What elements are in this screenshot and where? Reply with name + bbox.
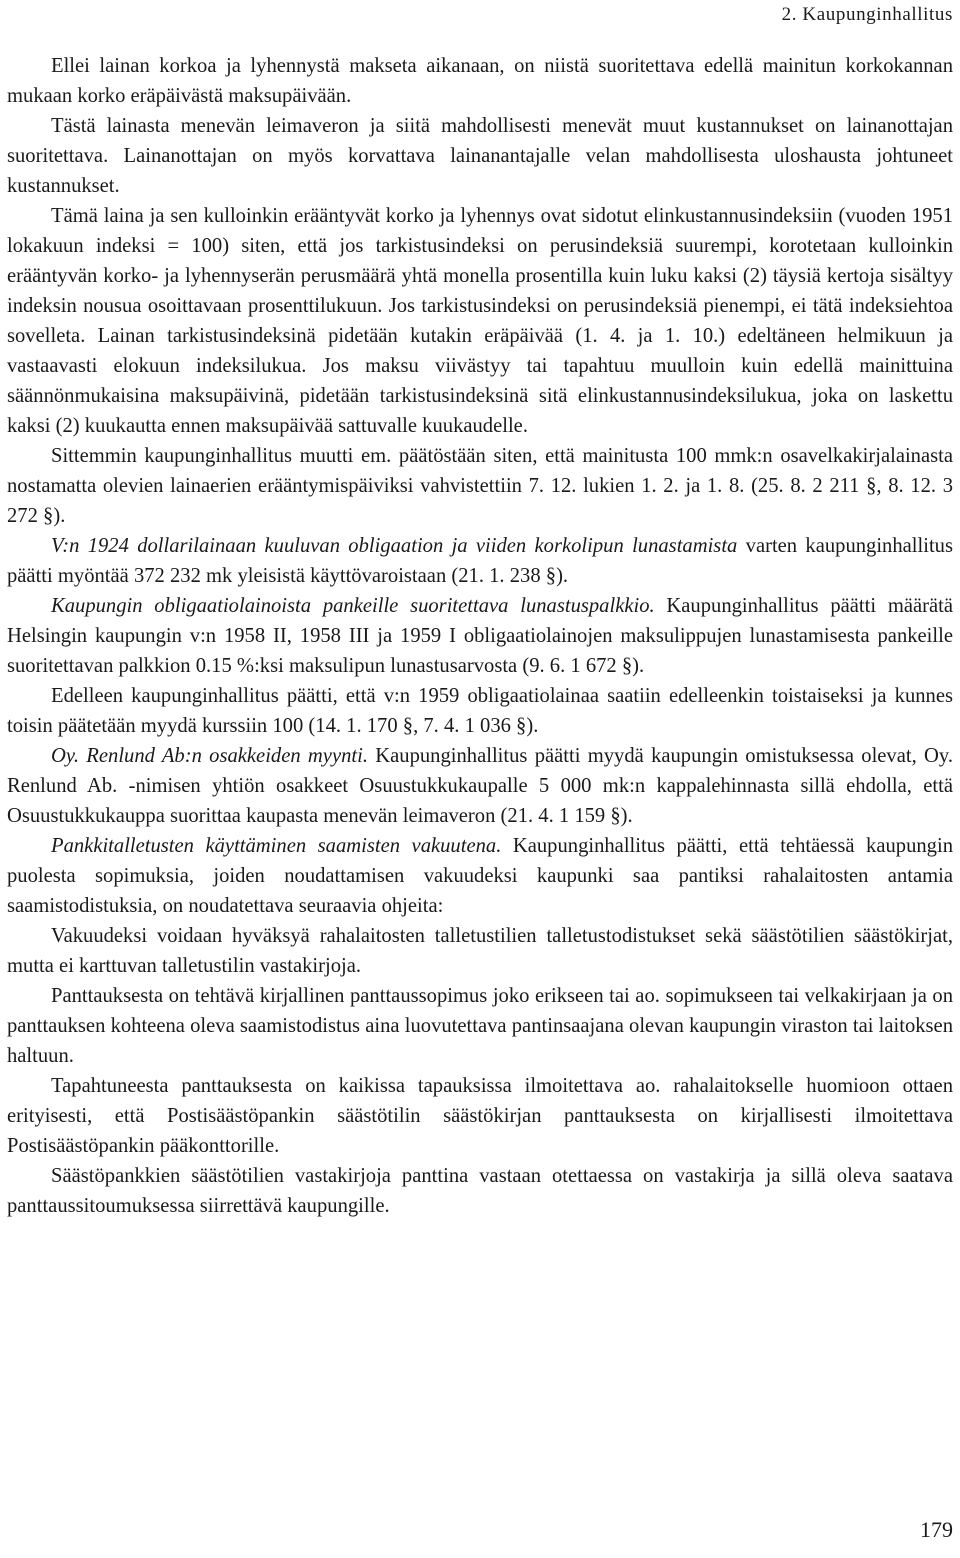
paragraph-text: Säästöpankkien säästötilien vastakirjoja panttina vastaan otettaessa on vastakirja ja sillä oleva saatava panttaussitoumuksessa siirrettävä kaupungille. (7, 1165, 953, 1217)
paragraph-stamp-duty-costs (7, 111, 953, 201)
paragraph-text: Kaupunginhallitus päätti myydä kaupungin omistuksessa olevat, Oy. Renlund Ab. -nimisen yhtiön osakkeet Osuustukkukaupalle 5 000 mk:n kappalehinnasta sillä ehdolla, että Osuustukkukauppa suorittaa kaupasta menevän leimaveron (21. 4. 1 159 §). (7, 745, 953, 827)
body-text (7, 51, 953, 1221)
paragraph-text: Kaupunginhallitus päätti määrätä Helsingin kaupungin v:n 1958 II, 1958 III ja 1959 I obligaatiolainojen maksulippujen lunastamisesta pankeille suoritettavan palkkion 0.15 %:ksi maksulipun lunastusarvosta (9. 6. 1 672 §). (7, 595, 954, 677)
paragraph-pledge-agreement (7, 981, 953, 1071)
paragraph-text: Edelleen kaupunginhallitus päätti, että v:n 1959 obligaatiolainaa saatiin edelleenkin toistaiseksi ja kunnes toisin päätetään myydä kurssiin 100 (14. 1. 170 §, 7. 4. 1 036 §). (7, 685, 953, 737)
paragraph-acceptable-collateral (7, 921, 953, 981)
page-number: 179 (920, 1517, 953, 1542)
paragraph-dollar-loan-redemption (7, 531, 953, 591)
paragraph-pledge-notification (7, 1071, 953, 1161)
paragraph-bank-redemption-fee (7, 591, 953, 681)
section-heading: V:n 1924 dollarilainaan kuuluvan obligaation ja viiden korkolipun lunastamista (51, 535, 738, 557)
paragraph-decision-change (7, 441, 953, 531)
paragraph-late-payment-interest (7, 51, 953, 111)
paragraph-savings-bank-counterbooks (7, 1161, 953, 1221)
paragraph-bond-sale-rate (7, 681, 953, 741)
paragraph-text: Tästä lainasta menevän leimaveron ja siitä mahdollisesti menevät muut kustannukset on lainanottajan suoritettava. Lainanottajan on myös korvattava lainanantajalle velan mahdollisesta uloshausta johtuneet kustannukset. (7, 115, 953, 197)
section-heading: Kaupungin obligaatiolainoista pankeille suoritettava lunastuspalkkio. (51, 595, 655, 617)
paragraph-renlund-shares (7, 741, 953, 831)
paragraph-text: Kaupunginhallitus päätti, että tehtäessä kaupungin puolesta sopimuksia, joiden noudattamisen vakuudeksi kaupunki saa pantiksi rahalaitosten antamia saamistodistuksia, on noudatettava seuraavia ohjeita: (7, 835, 953, 917)
paragraph-index-clause (7, 201, 953, 441)
paragraph-text: Tapahtuneesta panttauksesta on kaikissa tapauksissa ilmoitettava ao. rahalaitokselle huomioon ottaen erityisesti, että Postisäästöpankin säästötilin säästökirjan panttauksesta on kirjallisesti ilmoitettava Postisäästöpankin pääkonttorille. (7, 1075, 953, 1157)
paragraph-text: varten kaupunginhallitus päätti myöntää 372 232 mk yleisistä käyttövaroistaan (21. 1. 238 §). (7, 535, 953, 587)
document-page (7, 0, 953, 1558)
paragraph-text: Tämä laina ja sen kulloinkin erääntyvät korko ja lyhennys ovat sidotut elinkustannusindeksiin (vuoden 1951 lokakuun indeksi = 100) siten, että jos tarkistusindeksi on perusindeksiä suurempi, korotetaan kulloinkin erääntyvän korko- ja lyhennyserän perusmäärä yhtä monella prosentilla kuin luku kaksi (2) täysiä kertoja sisältyy indeksin nousua osoittavaan prosenttilukuun. Jos tarkistusindeksi on perusindeksiä pienempi, ei tätä indeksiehtoa sovelleta. Lainan tarkistusindeksinä pidetään kutakin eräpäivää (1. 4. ja 1. 10.) edeltäneen helmikuun ja vastaavasti elokuun indeksilukua. Jos maksu viivästyy tai tapahtuu muulloin kuin edellä mainittuina säännönmukaisina maksupäivinä, pidetään tarkistusindeksinä sitä elinkustannusindeksilukua, joka on laskettu kaksi (2) kuukautta ennen maksupäivää sattuvalle kuukaudelle. (7, 205, 953, 437)
paragraph-text: Ellei lainan korkoa ja lyhennystä makseta aikanaan, on niistä suoritettava edellä mainitun korkokannan mukaan korko eräpäivästä maksupäivään. (7, 55, 953, 107)
section-heading: Oy. Renlund Ab:n osakkeiden myynti. (51, 745, 368, 767)
paragraph-text: Panttauksesta on tehtävä kirjallinen panttaussopimus joko erikseen tai ao. sopimukseen tai velkakirjaan ja on panttauksen kohteena oleva saamistodistus aina luovutettava pantinsaajana olevan kaupungin viraston tai laitoksen haltuun. (7, 985, 953, 1067)
running-head: 2. Kaupunginhallitus (781, 4, 953, 25)
paragraph-bank-deposits-collateral (7, 831, 953, 921)
paragraph-text: Vakuudeksi voidaan hyväksyä rahalaitosten talletustilien talletustodistukset sekä säästötilien säästökirjat, mutta ei karttuvan talletustilin vastakirjoja. (7, 925, 953, 977)
paragraph-text: Sittemmin kaupunginhallitus muutti em. päätöstään siten, että mainitusta 100 mmk:n osavelkakirjalainasta nostamatta olevien lainaerien erääntymispäiviksi vahvistettiin 7. 12. lukien 1. 2. ja 1. 8. (25. 8. 2 211 §, 8. 12. 3 272 §). (7, 445, 953, 527)
section-heading: Pankkitalletusten käyttäminen saamisten vakuutena. (51, 835, 502, 857)
